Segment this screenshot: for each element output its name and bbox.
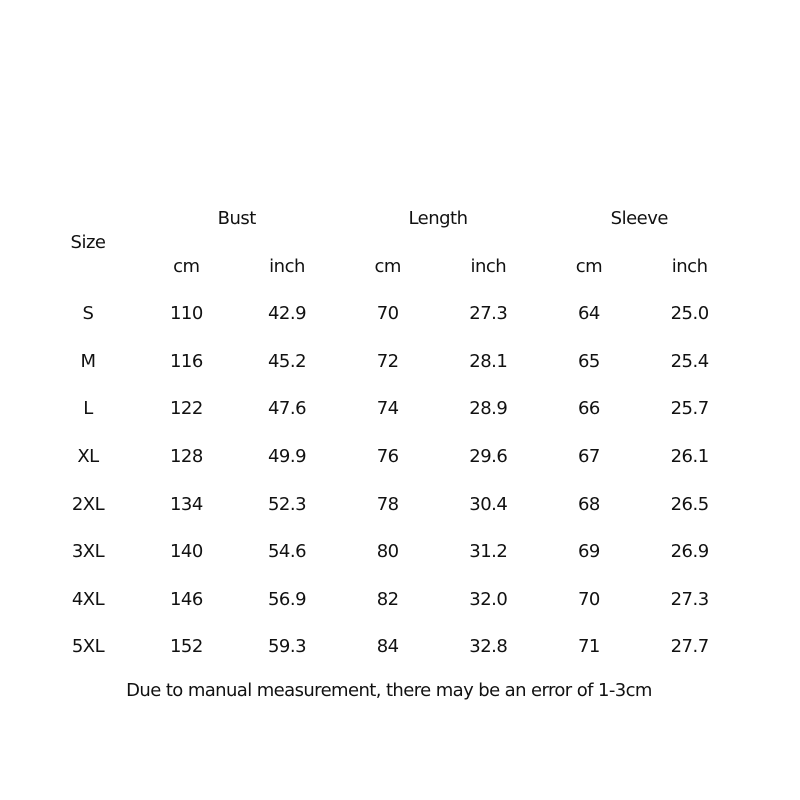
length-inch-cell: 27.3 bbox=[469, 303, 508, 325]
length-cm-cell: 78 bbox=[376, 493, 399, 515]
size-chart-body bbox=[40, 290, 740, 671]
bust-inch-header: inch bbox=[269, 255, 305, 277]
length-inch-cell: 28.9 bbox=[469, 398, 508, 420]
size-chart-header bbox=[40, 194, 740, 290]
bust-cm-cell: 110 bbox=[169, 303, 203, 325]
sleeve-inch-header: inch bbox=[671, 255, 708, 277]
bust-group-header: Bust bbox=[217, 207, 256, 229]
sleeve-cm-cell: 66 bbox=[577, 398, 600, 420]
size-label-cell: 4XL bbox=[71, 588, 105, 610]
length-cm-cell: 84 bbox=[376, 636, 399, 658]
sleeve-inch-cell: 26.1 bbox=[670, 446, 709, 468]
length-inch-cell: 31.2 bbox=[469, 541, 508, 563]
bust-inch-cell: 56.9 bbox=[267, 588, 307, 610]
sleeve-inch-cell: 26.9 bbox=[670, 541, 709, 563]
size-label-cell: S bbox=[82, 303, 94, 325]
table-row bbox=[40, 338, 740, 386]
bust-cm-cell: 146 bbox=[169, 588, 203, 610]
bust-cm-header: cm bbox=[173, 255, 200, 277]
bust-inch-cell: 49.9 bbox=[267, 446, 307, 468]
table-row bbox=[40, 528, 740, 576]
length-inch-cell: 30.4 bbox=[469, 493, 508, 515]
table-row bbox=[40, 433, 740, 481]
length-inch-cell: 28.1 bbox=[469, 350, 508, 372]
length-cm-header: cm bbox=[374, 255, 401, 277]
sleeve-cm-cell: 64 bbox=[577, 303, 600, 325]
bust-cm-cell: 116 bbox=[169, 350, 203, 372]
sleeve-group-header: Sleeve bbox=[610, 207, 668, 229]
bust-inch-cell: 47.6 bbox=[267, 398, 307, 420]
length-cm-cell: 70 bbox=[376, 303, 399, 325]
length-cm-cell: 76 bbox=[376, 446, 399, 468]
sleeve-cm-cell: 70 bbox=[577, 588, 600, 610]
bust-cm-cell: 122 bbox=[169, 398, 203, 420]
sleeve-cm-cell: 67 bbox=[577, 446, 600, 468]
sleeve-inch-cell: 25.7 bbox=[670, 398, 709, 420]
sleeve-inch-cell: 25.0 bbox=[670, 303, 709, 325]
length-group-header: Length bbox=[408, 207, 468, 229]
length-inch-cell: 29.6 bbox=[469, 446, 508, 468]
bust-inch-cell: 59.3 bbox=[267, 636, 307, 658]
bust-inch-cell: 52.3 bbox=[267, 493, 307, 515]
size-label-cell: M bbox=[80, 350, 96, 372]
size-label-cell: 2XL bbox=[71, 493, 105, 515]
size-label-cell: 5XL bbox=[71, 636, 105, 658]
length-inch-cell: 32.0 bbox=[469, 588, 508, 610]
table-row bbox=[40, 385, 740, 433]
table-row bbox=[40, 480, 740, 528]
size-label-cell: L bbox=[83, 398, 93, 420]
size-column-header: Size bbox=[70, 231, 106, 253]
length-inch-cell: 32.8 bbox=[469, 636, 508, 658]
measurement-note: Due to manual measurement, there may be an error of 1-3cm bbox=[126, 680, 652, 701]
table-row bbox=[40, 576, 740, 624]
bust-inch-cell: 45.2 bbox=[267, 350, 307, 372]
bust-cm-cell: 134 bbox=[169, 493, 203, 515]
length-cm-cell: 82 bbox=[376, 588, 399, 610]
sleeve-cm-cell: 65 bbox=[577, 350, 600, 372]
sleeve-inch-cell: 27.3 bbox=[670, 588, 709, 610]
length-cm-cell: 72 bbox=[376, 350, 399, 372]
bust-cm-cell: 152 bbox=[169, 636, 203, 658]
sleeve-inch-cell: 27.7 bbox=[670, 636, 709, 658]
length-cm-cell: 74 bbox=[376, 398, 399, 420]
length-cm-cell: 80 bbox=[376, 541, 399, 563]
sleeve-inch-cell: 26.5 bbox=[670, 493, 709, 515]
bust-inch-cell: 42.9 bbox=[267, 303, 307, 325]
bust-cm-cell: 128 bbox=[169, 446, 203, 468]
unit-row bbox=[40, 242, 740, 290]
sleeve-cm-cell: 69 bbox=[577, 541, 600, 563]
size-label-cell: 3XL bbox=[71, 541, 105, 563]
length-inch-header: inch bbox=[470, 255, 507, 277]
sleeve-cm-cell: 71 bbox=[577, 636, 600, 658]
sleeve-inch-cell: 25.4 bbox=[670, 350, 709, 372]
sleeve-cm-header: cm bbox=[575, 255, 603, 277]
bust-cm-cell: 140 bbox=[169, 541, 203, 563]
bust-inch-cell: 54.6 bbox=[267, 541, 307, 563]
size-label-cell: XL bbox=[77, 446, 99, 468]
measurement-group-row bbox=[40, 194, 740, 242]
size-chart-table bbox=[40, 194, 740, 671]
table-row bbox=[40, 623, 740, 671]
table-row bbox=[40, 290, 740, 338]
sleeve-cm-cell: 68 bbox=[577, 493, 600, 515]
